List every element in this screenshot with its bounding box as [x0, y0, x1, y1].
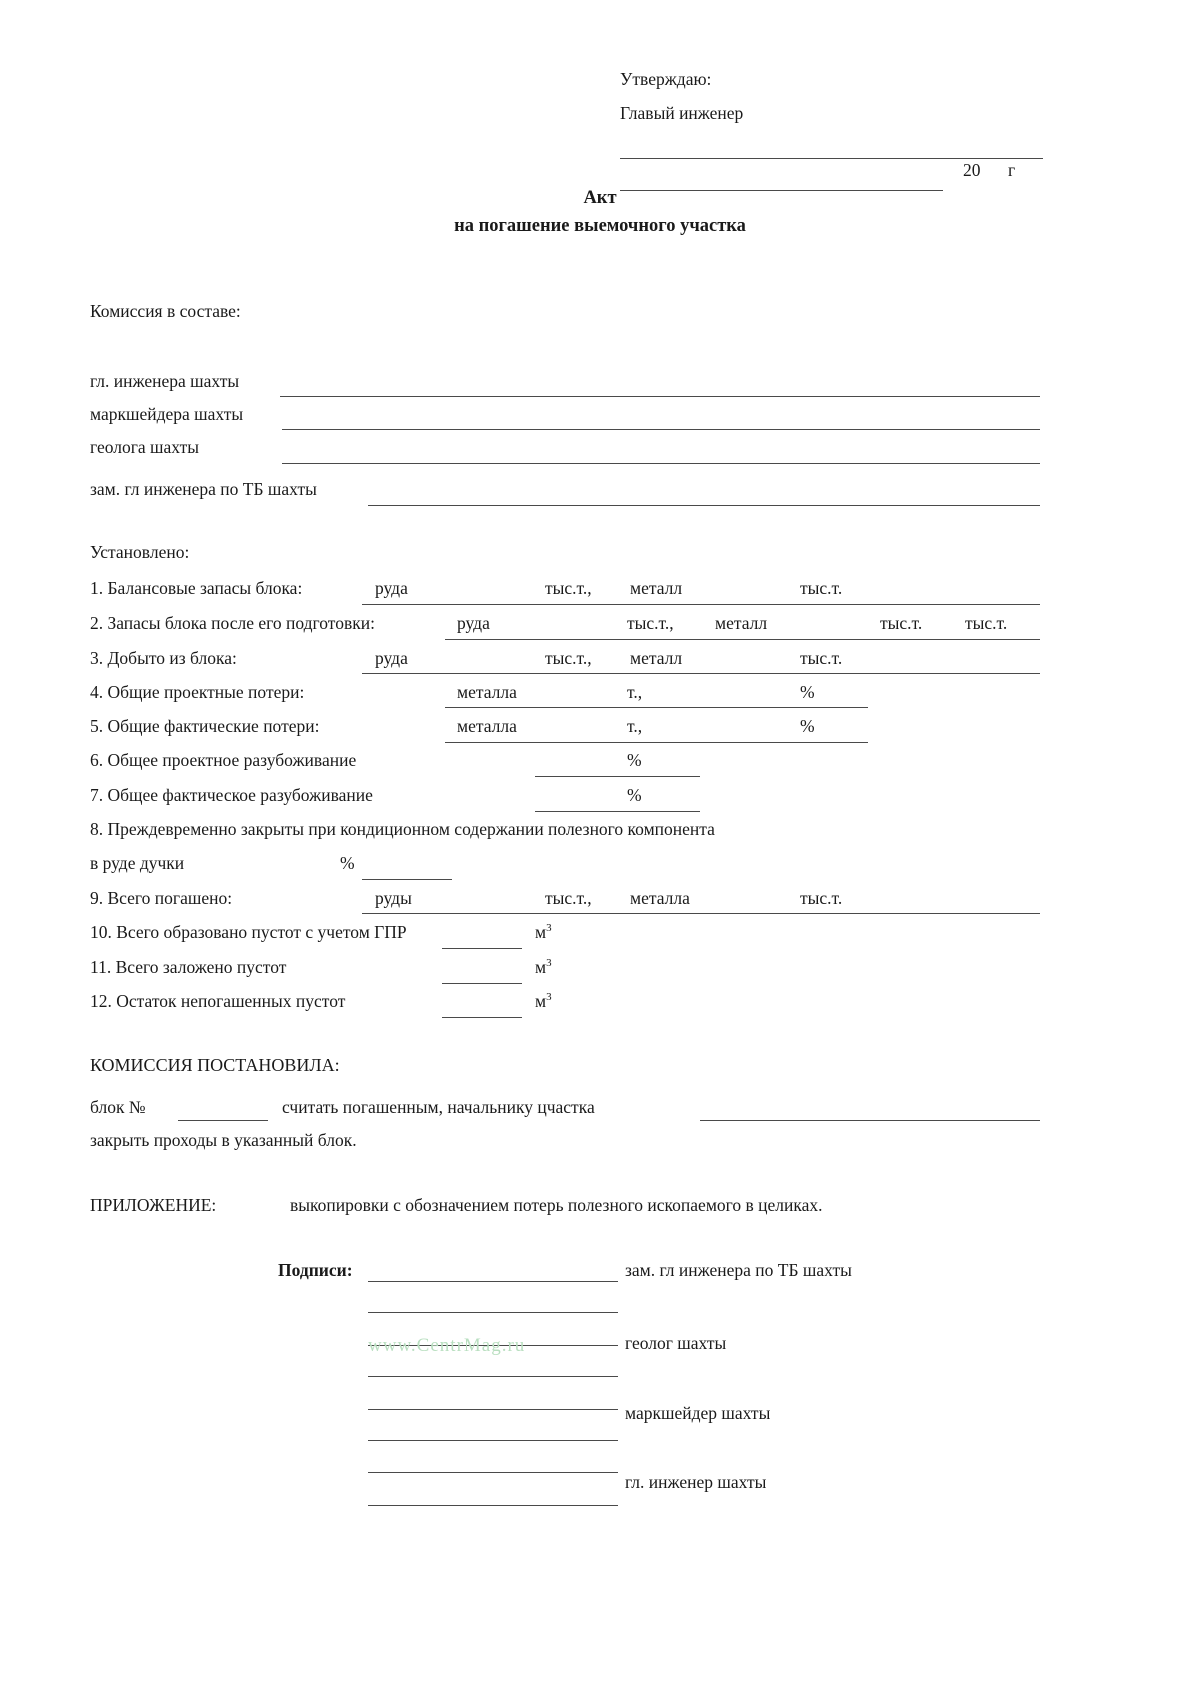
item-5-text: [90, 716, 319, 737]
item-10-unit-1: $м^3$: [535, 922, 552, 942]
item-6-text: [90, 750, 356, 771]
item-5-no: 5.: [90, 716, 104, 736]
item-4-field-1: металла: [457, 682, 517, 702]
item-2-field-2: металл: [715, 613, 768, 633]
item-10-line[interactable]: [442, 948, 522, 949]
item-8-line[interactable]: [362, 879, 452, 880]
item-11-text: [90, 957, 286, 978]
page-title: Акт: [583, 188, 617, 208]
item-7-unit-1: %: [627, 785, 642, 805]
item-4-label: Общие проектные потери:: [107, 682, 305, 702]
commission-member-line-1[interactable]: [282, 429, 1040, 430]
item-3-line[interactable]: [362, 673, 1040, 674]
document-body: [90, 0, 1110, 1697]
item-4-unit-1: т.,: [627, 682, 643, 702]
approval-line-2: Главый инженер: [620, 103, 744, 123]
item-1-text: [90, 578, 302, 599]
signatures-heading: Подписи:: [278, 1260, 353, 1280]
item-9-label: Всего погашено:: [107, 888, 233, 908]
commission-member-line-0[interactable]: [280, 396, 1040, 397]
item-12-text: [90, 991, 345, 1012]
item-3-field-1: руда: [375, 648, 408, 668]
approval-blank-line-1[interactable]: [620, 158, 1043, 159]
decision-text-1: считать погашенным, начальнику цчастка: [282, 1097, 595, 1117]
item-8-label: Преждевременно закрыты при кондиционном содержании полезного компонента: [107, 819, 715, 839]
signature-role-0: зам. гл инженера по ТБ шахты: [625, 1260, 852, 1280]
item-10-text: [90, 922, 407, 943]
item-2-unit-2: тыс.т.: [880, 613, 923, 633]
item-8-text-2: в руде дучки: [90, 853, 185, 873]
signature-line-2b[interactable]: [368, 1440, 618, 1441]
decision-text-2: закрыть проходы в указанный блок.: [90, 1130, 357, 1150]
item-12-no: 12.: [90, 991, 112, 1011]
signature-line-1b[interactable]: [368, 1376, 618, 1377]
signature-line-3a[interactable]: [368, 1472, 618, 1473]
item-6-no: 6.: [90, 750, 104, 770]
item-9-text: [90, 888, 232, 909]
block-number-line[interactable]: [178, 1120, 268, 1121]
commission-member-label-3: зам. гл инженера по ТБ шахты: [90, 479, 317, 499]
approval-year-suffix: г: [1008, 160, 1016, 180]
item-4-no: 4.: [90, 682, 104, 702]
approval-block: [620, 62, 1070, 130]
item-3-unit-1: тыс.т.,: [545, 648, 592, 668]
item-11-label: Всего заложено пустот: [115, 957, 287, 977]
item-1-unit-2: тыс.т.: [800, 578, 843, 598]
signature-role-3: гл. инженер шахты: [625, 1472, 767, 1492]
item-3-text: [90, 648, 237, 669]
item-11-no: 11.: [90, 957, 112, 977]
approval-year: 20: [963, 160, 981, 180]
commission-member-line-3[interactable]: [368, 505, 1040, 506]
item-9-field-2: металла: [630, 888, 690, 908]
item-10-no: 10.: [90, 922, 112, 942]
item-5-unit-1: т.,: [627, 716, 643, 736]
decision-heading: КОМИССИЯ ПОСТАНОВИЛА:: [90, 1055, 340, 1075]
item-8-no: 8.: [90, 819, 104, 839]
item-7-line[interactable]: [535, 811, 700, 812]
commission-member-label-0: гл. инженера шахты: [90, 371, 240, 391]
item-6-label: Общее проектное разубоживание: [107, 750, 357, 770]
item-1-field-2: металл: [630, 578, 683, 598]
item-7-text: [90, 785, 373, 806]
signature-line-0a[interactable]: [368, 1281, 618, 1282]
item-9-field-1: руды: [375, 888, 412, 908]
item-4-line[interactable]: [445, 707, 868, 708]
signature-line-3b[interactable]: [368, 1505, 618, 1506]
item-1-label: Балансовые запасы блока:: [107, 578, 303, 598]
item-1-unit-1: тыс.т.,: [545, 578, 592, 598]
item-8-text: [90, 819, 715, 840]
commission-member-label-1: маркшейдера шахты: [90, 404, 244, 424]
item-2-label: Запасы блока после его подготовки:: [107, 613, 375, 633]
item-2-line[interactable]: [445, 639, 1040, 640]
commission-member-line-2[interactable]: [282, 463, 1040, 464]
item-9-unit-2: тыс.т.: [800, 888, 843, 908]
item-12-line[interactable]: [442, 1017, 522, 1018]
item-9-no: 9.: [90, 888, 104, 908]
item-4-text: [90, 682, 304, 703]
commission-member-label-2: геолога шахты: [90, 437, 199, 457]
signature-line-0b[interactable]: [368, 1312, 618, 1313]
item-9-line[interactable]: [362, 913, 1040, 914]
item-11-unit-1: $м^3$: [535, 957, 552, 977]
item-7-no: 7.: [90, 785, 104, 805]
item-5-label: Общие фактические потери:: [107, 716, 320, 736]
item-5-field-1: металла: [457, 716, 517, 736]
item-3-field-2: металл: [630, 648, 683, 668]
item-5-unit-2: %: [800, 716, 815, 736]
signature-role-1: геолог шахты: [625, 1333, 727, 1353]
item-1-line[interactable]: [362, 604, 1040, 605]
item-11-line[interactable]: [442, 983, 522, 984]
item-1-field-1: руда: [375, 578, 408, 598]
annex-label: ПРИЛОЖЕНИЕ:: [90, 1195, 217, 1215]
established-heading: Установлено:: [90, 542, 190, 562]
item-3-unit-2: тыс.т.: [800, 648, 843, 668]
item-1-no: 1.: [90, 578, 104, 598]
item-12-label: Остаток непогашенных пустот: [116, 991, 346, 1011]
decision-person-line[interactable]: [700, 1120, 1040, 1121]
item-2-unit-1: тыс.т.,: [627, 613, 674, 633]
item-4-unit-2: %: [800, 682, 815, 702]
watermark: www.CentrMag.ru: [368, 1335, 526, 1356]
approval-line-1: Утверждаю:: [620, 69, 712, 89]
signature-role-2: маркшейдер шахты: [625, 1403, 771, 1423]
item-3-label: Добыто из блока:: [107, 648, 237, 668]
item-2-unit-3: тыс.т.: [965, 613, 1008, 633]
block-number-label: блок №: [90, 1097, 146, 1117]
item-2-no: 2.: [90, 613, 104, 633]
item-5-line[interactable]: [445, 742, 868, 743]
annex-text: выкопировки с обозначением потерь полезного ископаемого в целиках.: [290, 1195, 823, 1215]
item-6-line[interactable]: [535, 776, 700, 777]
item-10-label: Всего образовано пустот с учетом ГПР: [116, 922, 407, 942]
signature-line-2a[interactable]: [368, 1409, 618, 1410]
page-subtitle: на погашение выемочного участка: [454, 216, 746, 236]
item-6-unit-1: %: [627, 750, 642, 770]
item-7-label: Общее фактическое разубоживание: [107, 785, 373, 805]
item-2-text: [90, 613, 375, 634]
item-3-no: 3.: [90, 648, 104, 668]
commission-heading: Комиссия в составе:: [90, 301, 241, 321]
item-12-unit-1: $м^3$: [535, 991, 552, 1011]
item-8-unit-1: %: [340, 853, 355, 873]
item-9-unit-1: тыс.т.,: [545, 888, 592, 908]
item-2-field-1: руда: [457, 613, 490, 633]
